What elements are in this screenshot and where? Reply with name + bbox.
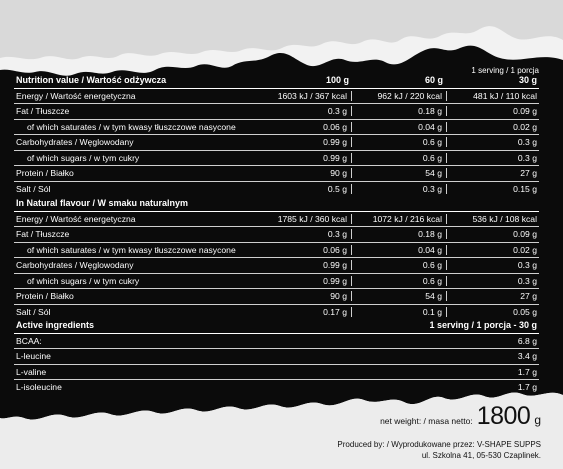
- value-30g: 27 g: [520, 168, 537, 179]
- natural-flavour-rows: [14, 212, 539, 320]
- nutrition-table: [14, 73, 539, 196]
- value-100g: 0.5 g: [257, 184, 352, 194]
- value-60g: 0.3 g: [352, 184, 447, 194]
- nutrient-label: Energy / Wartość energetyczna: [16, 213, 136, 224]
- producer-address: ul. Szkolna 41, 05-530 Czaplinek.: [421, 451, 541, 460]
- value-30g: 0.09 g: [513, 106, 537, 117]
- table-row: [14, 365, 539, 381]
- table-row: [14, 305, 539, 320]
- ingredient-value: 3.4 g: [517, 351, 537, 362]
- nutrient-label: Protein / Białko: [16, 291, 74, 302]
- value-100g: 1785 kJ / 360 kcal: [243, 214, 352, 224]
- value-30g: 0.02 g: [513, 121, 537, 132]
- value-60g: 962 kJ / 220 kcal: [352, 91, 447, 101]
- value-100g: 0.99 g: [257, 153, 352, 163]
- table-row: [14, 104, 539, 120]
- net-weight: [380, 404, 541, 429]
- net-weight-label: net weight: / masa netto:: [380, 416, 473, 426]
- nutrient-label: Fat / Tłuszcze: [16, 106, 70, 117]
- value-100g: 0.99 g: [243, 276, 352, 286]
- table-row: [14, 227, 539, 243]
- nutrient-label: of which sugars / w tym cukry: [27, 152, 140, 163]
- nutrient-label: of which saturates / w tym kwasy tłuszczowe nasycone: [27, 121, 236, 132]
- value-100g: 0.99 g: [257, 137, 352, 147]
- ingredient-label: BCAA:: [16, 335, 42, 346]
- header-label: Active ingredients: [16, 320, 95, 331]
- value-30g: 0.05 g: [513, 306, 537, 317]
- table-row: [14, 151, 539, 167]
- header-label: In Natural flavour / W smaku naturalnym: [16, 198, 189, 209]
- nutrient-label: Salt / Sól: [16, 306, 51, 317]
- nutrition-rows: [14, 89, 539, 197]
- value-30g: 481 kJ / 110 kcal: [473, 90, 537, 101]
- ingredient-value: 1.7 g: [517, 382, 537, 393]
- value-100g: 0.17 g: [243, 307, 352, 317]
- value-60g: 54 g: [352, 291, 447, 301]
- table-row: [14, 120, 539, 136]
- value-30g: 536 kJ / 108 kcal: [472, 213, 537, 224]
- natural-flavour-table: [14, 196, 539, 319]
- value-60g: 0.6 g: [352, 137, 447, 147]
- table-row: [14, 289, 539, 305]
- nutrient-label: Fat / Tłuszcze: [16, 229, 70, 240]
- value-60g: 0.6 g: [352, 276, 447, 286]
- table-row: [14, 89, 539, 105]
- value-100g: 90 g: [257, 168, 352, 178]
- value-100g: 0.06 g: [243, 245, 352, 255]
- table-row: [14, 349, 539, 365]
- table-row: [14, 258, 539, 274]
- value-100g: 90 g: [243, 291, 352, 301]
- value-30g: 0.09 g: [513, 229, 537, 240]
- table-header: [14, 196, 539, 212]
- value-100g: 0.3 g: [243, 229, 352, 239]
- net-weight-value: 1800: [476, 402, 531, 430]
- value-60g: 0.6 g: [352, 153, 447, 163]
- value-60g: 0.04 g: [352, 245, 447, 255]
- table-row: [14, 380, 539, 395]
- header-col-60g: 60 g: [424, 75, 443, 86]
- table-row: [14, 334, 539, 350]
- ingredient-value: 1.7 g: [517, 366, 537, 377]
- value-100g: 0.06 g: [257, 122, 352, 132]
- active-ingredients-table: [14, 318, 539, 395]
- ingredient-label: L-isoleucine: [16, 382, 62, 393]
- header-label: Nutrition value / Wartość odżywcza: [16, 75, 167, 86]
- value-60g: 0.18 g: [352, 229, 447, 239]
- producer-line: Produced by: / Wyprodukowane przez: V-SHAPE SUPPS: [337, 440, 541, 449]
- value-60g: 1072 kJ / 216 kcal: [352, 214, 447, 224]
- value-30g: 0.3 g: [517, 152, 537, 163]
- value-60g: 0.1 g: [352, 307, 447, 317]
- ingredient-label: L-leucine: [16, 351, 51, 362]
- value-30g: 0.02 g: [513, 244, 537, 255]
- table-row: [14, 274, 539, 290]
- nutrient-label: Carbohydrates / Węglowodany: [16, 137, 134, 148]
- value-30g: 0.3 g: [517, 137, 537, 148]
- value-60g: 0.04 g: [352, 122, 447, 132]
- value-30g: 27 g: [520, 291, 537, 302]
- table-row: [14, 182, 539, 197]
- table-row: [14, 243, 539, 259]
- table-row: [14, 212, 539, 228]
- header-col-100g: 100 g: [325, 75, 349, 86]
- ingredient-value: 6.8 g: [517, 335, 537, 346]
- value-30g: 0.3 g: [517, 275, 537, 286]
- nutrient-label: Salt / Sól: [16, 183, 51, 194]
- net-weight-unit: g: [534, 413, 541, 427]
- nutrient-label: Energy / Wartość energetyczna: [16, 90, 136, 101]
- value-60g: 0.6 g: [352, 260, 447, 270]
- nutrient-label: of which saturates / w tym kwasy tłuszczowe nasycone: [27, 244, 236, 255]
- table-row: [14, 135, 539, 151]
- value-100g: 1603 kJ / 367 kcal: [257, 91, 352, 101]
- table-header: [14, 73, 539, 89]
- value-100g: 0.99 g: [243, 260, 352, 270]
- value-60g: 54 g: [352, 168, 447, 178]
- header-col-30g: 30 g: [518, 75, 537, 86]
- table-header: [14, 318, 539, 334]
- nutrient-label: Protein / Białko: [16, 168, 74, 179]
- table-row: [14, 166, 539, 182]
- value-30g: 0.3 g: [517, 260, 537, 271]
- nutrient-label: Carbohydrates / Węglowodany: [16, 260, 134, 271]
- value-60g: 0.18 g: [352, 106, 447, 116]
- nutrient-label: of which sugars / w tym cukry: [27, 275, 140, 286]
- header-serving: 1 serving / 1 porcja - 30 g: [429, 320, 537, 331]
- serving-note: 1 serving / 1 porcja: [471, 66, 539, 75]
- value-30g: 0.15 g: [513, 183, 537, 194]
- value-100g: 0.3 g: [257, 106, 352, 116]
- active-ingredient-rows: [14, 334, 539, 395]
- ingredient-label: L-valine: [16, 366, 47, 377]
